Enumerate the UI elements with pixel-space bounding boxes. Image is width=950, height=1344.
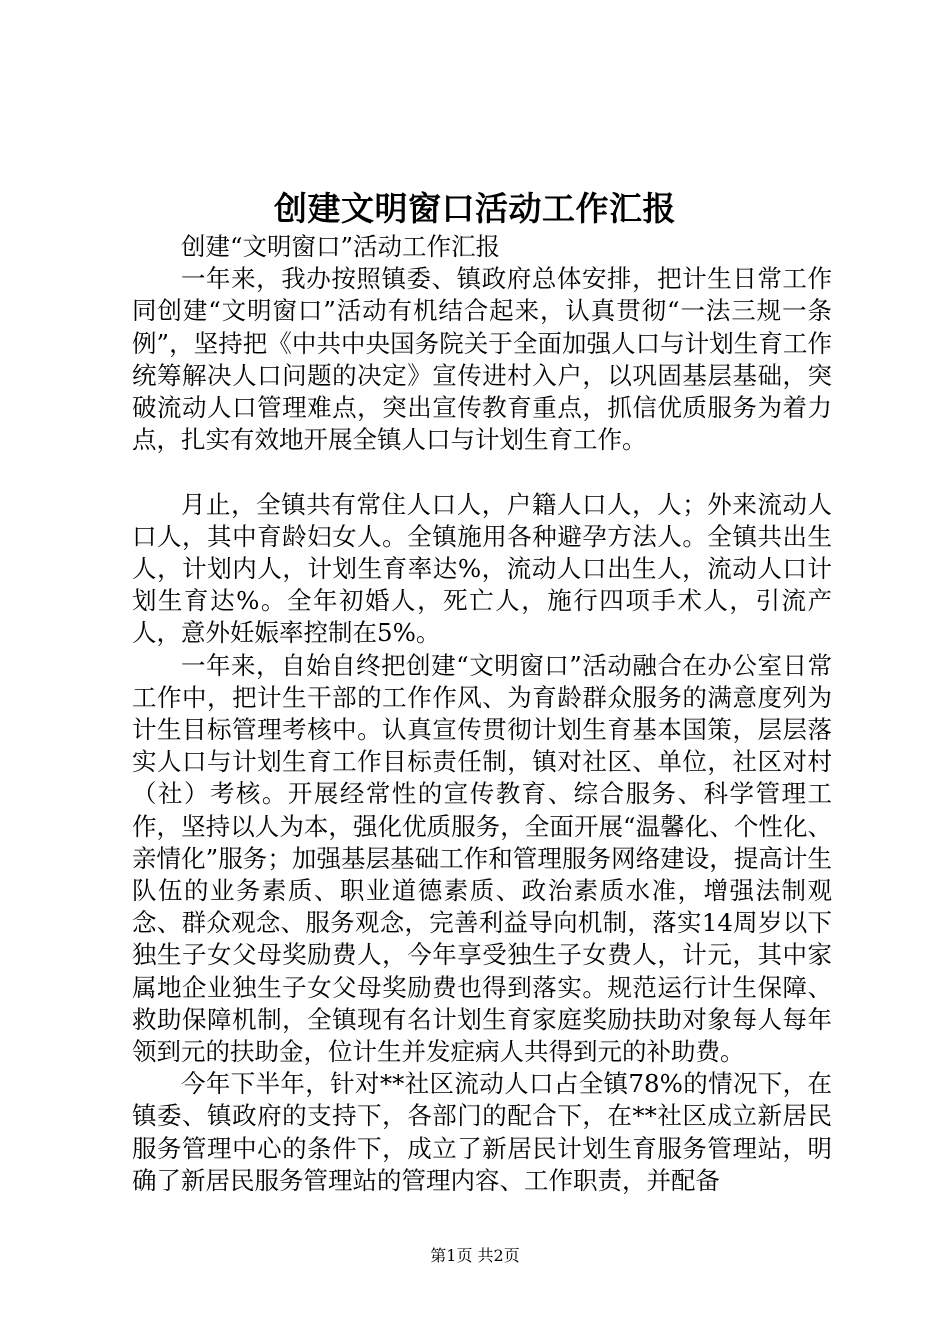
document-title: 创建文明窗口活动工作汇报 xyxy=(274,189,676,228)
document-body xyxy=(132,231,832,1197)
paragraph-intro: 一年来，我办按照镇委、镇政府总体安排，把计生日常工作同创建“文明窗口”活动有机结合起来，认真贯彻“一法三规一条例”，坚持把《中共中央国务院关于全面加强人口与计划生育工作统筹解决人口问题的决定》宣传进村入户，以巩固基层基础，突破流动人口管理难点，突出宣传教育重点，抓信优质服务为着力点，扎实有效地开展全镇人口与计划生育工作。 xyxy=(132,264,832,455)
blank-line xyxy=(132,456,832,488)
paragraph-subtitle: 创建“文明窗口”活动工作汇报 xyxy=(181,232,501,261)
paragraph-work-details: 一年来，自始自终把创建“文明窗口”活动融合在办公室日常工作中，把计生干部的工作作风、为育龄群众服务的满意度列为计生目标管理考核中。认真宣传贯彻计划生育基本国策，层层落实人口与计划生育工作目标责任制，镇对社区、单位，社区对村（社）考核。开展经常性的宣传教育、综合服务、科学管理工作，坚持以人为本，强化优质服务，全面开展“温馨化、个性化、亲情化”服务；加强基层基础工作和管理服务网络建设，提高计生队伍的业务素质、职业道德素质、政治素质水准，增强法制观念、群众观念、服务观念，完善利益导向机制，落实14周岁以下独生子女父母奖励费人，今年享受独生子女费人，计元，其中家属地企业独生子女父母奖励费也得到落实。规范运行计生保障、救助保障机制，全镇现有名计划生育家庭奖励扶助对象每人每年领到元的扶助金，位计生并发症病人共得到元的补助费。 xyxy=(132,650,832,1067)
page-footer: 第1页 共2页 xyxy=(430,1246,520,1265)
paragraph-second-half: 今年下半年，针对**社区流动人口占全镇78%的情况下，在镇委、镇政府的支持下，各部门的配合下，在**社区成立新居民服务管理中心的条件下，成立了新居民计划生育服务管理站，明确了新居民服务管理站的管理内容、工作职责，并配备 xyxy=(132,1069,832,1195)
paragraph-statistics: 月止，全镇共有常住人口人，户籍人口人，人；外来流动人口人，其中育龄妇女人。全镇施用各种避孕方法人。全镇共出生人，计划内人，计划生育率达%，流动人口出生人，流动人口计划生育达%。全年初婚人，死亡人，施行四项手术人，引流产人，意外妊娠率控制在5%。 xyxy=(132,489,832,648)
